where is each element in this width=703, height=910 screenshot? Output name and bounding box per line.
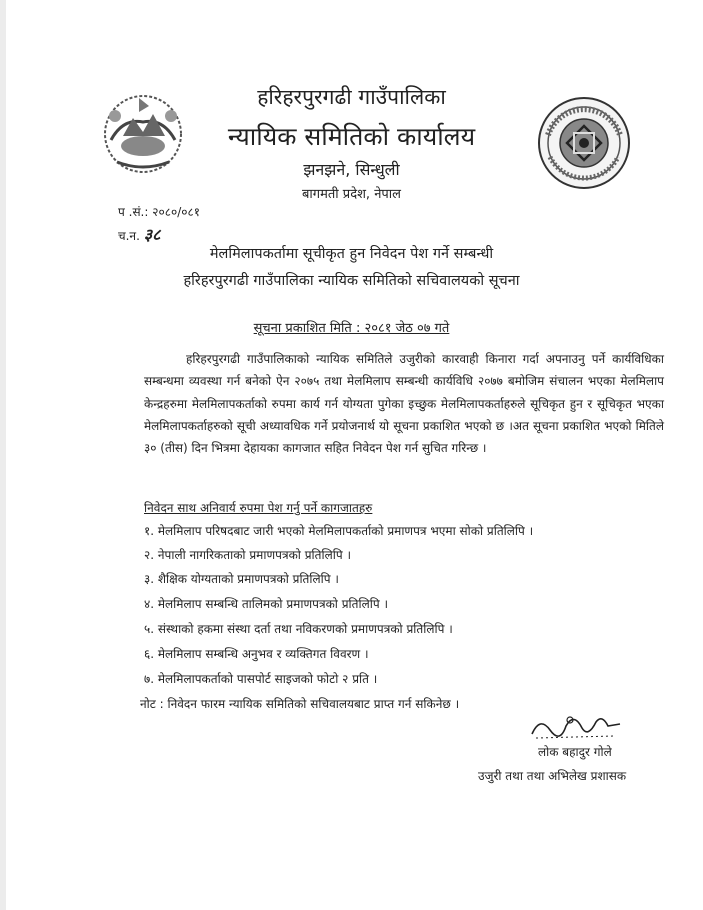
office-name: हरिहरपुरगढी गाउँपालिका [257,85,446,109]
publish-date-text: सूचना प्रकाशित मिति : २०८१ जेठ ०७ गते [253,321,450,336]
committee-title: न्यायिक समितिको कार्यालय [227,122,476,151]
list-item: ३. शैक्षिक योग्यताको प्रमाणपत्रको प्रतिलिपि । [144,572,339,586]
note-line: नोट : निवेदन फारम न्यायिक समितिको सचिवालयबाट प्राप्त गर्न सकिनेछ । [140,697,460,711]
notice-paragraph: हरिहरपुरगढी गाउँपालिकाको न्यायिक समितिले उजुरीको कारवाही किनारा गर्दा अपनाउनु पर्ने कार्यविधिका सम्बन्धमा व्यवस्था गर्न बनेको ऐन २०७५ तथा मेलमिलाप सम्बन्धी कार्यविधि २०७७ बमोजिम संचालन भएका मेलमिलाप केन्द्रहरुमा मेलमिलापकर्ताको रुपमा कार्य गर्न योग्यता पुगेका इच्छुक मेलमिलापकर्ताहरुले सूचिकृत हुन र सूचिकृत भएका मेलमिलापकर्ताहरुको सूची अध्यावधिक गर्ने प्रयोजनार्थ यो सूचना प्रकाशित भएको छ ।अत सूचना प्रकाशित भएको मितिले ३० (तीस) दिन भित्रमा देहायका कागजात सहित निवेदन पेश गर्न सुचित गरिन्छ । [144,352,664,456]
office-province: बागमती प्रदेश, नेपाल [302,187,401,202]
publish-date [0,318,703,336]
list-item: ६. मेलमिलाप सम्बन्धि अनुभव र व्यक्तिगत विवरण । [144,647,369,661]
dispatch-value: ३८ [143,225,161,244]
office-location: झनझने, सिन्धुली [303,160,400,179]
subject-line-2: हरिहरपुरगढी गाउँपालिका न्यायिक समितिको सचिवालयको सूचना [183,273,520,289]
signature-scribble [526,708,626,742]
list-item: ५. संस्थाको हकमा संस्था दर्ता तथा नविकरणको प्रमाणपत्रको प्रतिलिपि । [144,622,453,636]
document-list-heading: निवेदन साथ अनिवार्य रुपमा पेश गर्नु पर्ने कागजातहरु [144,501,373,515]
dispatch-label: च.न. [118,229,140,243]
reference-number: प .सं.: २०८०/०८१ [118,205,200,219]
signer-title: उजुरी तथा तथा अभिलेख प्रशासक [478,769,627,783]
list-item: ७. मेलमिलापकर्ताको पासपोर्ट साइजको फोटो २ प्रति । [144,672,378,686]
list-item: ४. मेलमिलाप सम्बन्धि तालिमको प्रमाणपत्रको प्रतिलिपि । [144,597,389,611]
list-item: १. मेलमिलाप परिषदबाट जारी भएको मेलमिलापकर्ताको प्रमाणपत्र भएमा सोको प्रतिलिपि । [144,524,534,538]
subject-line-1: मेलमिलापकर्तामा सूचीकृत हुन निवेदन पेश गर्ने सम्बन्धी [209,246,494,262]
dispatch-number [118,223,160,245]
signer-name: लोक बहादुर गोले [538,745,612,759]
list-item: २. नेपाली नागरिकताको प्रमाणपत्रको प्रतिलिपि । [144,548,352,562]
